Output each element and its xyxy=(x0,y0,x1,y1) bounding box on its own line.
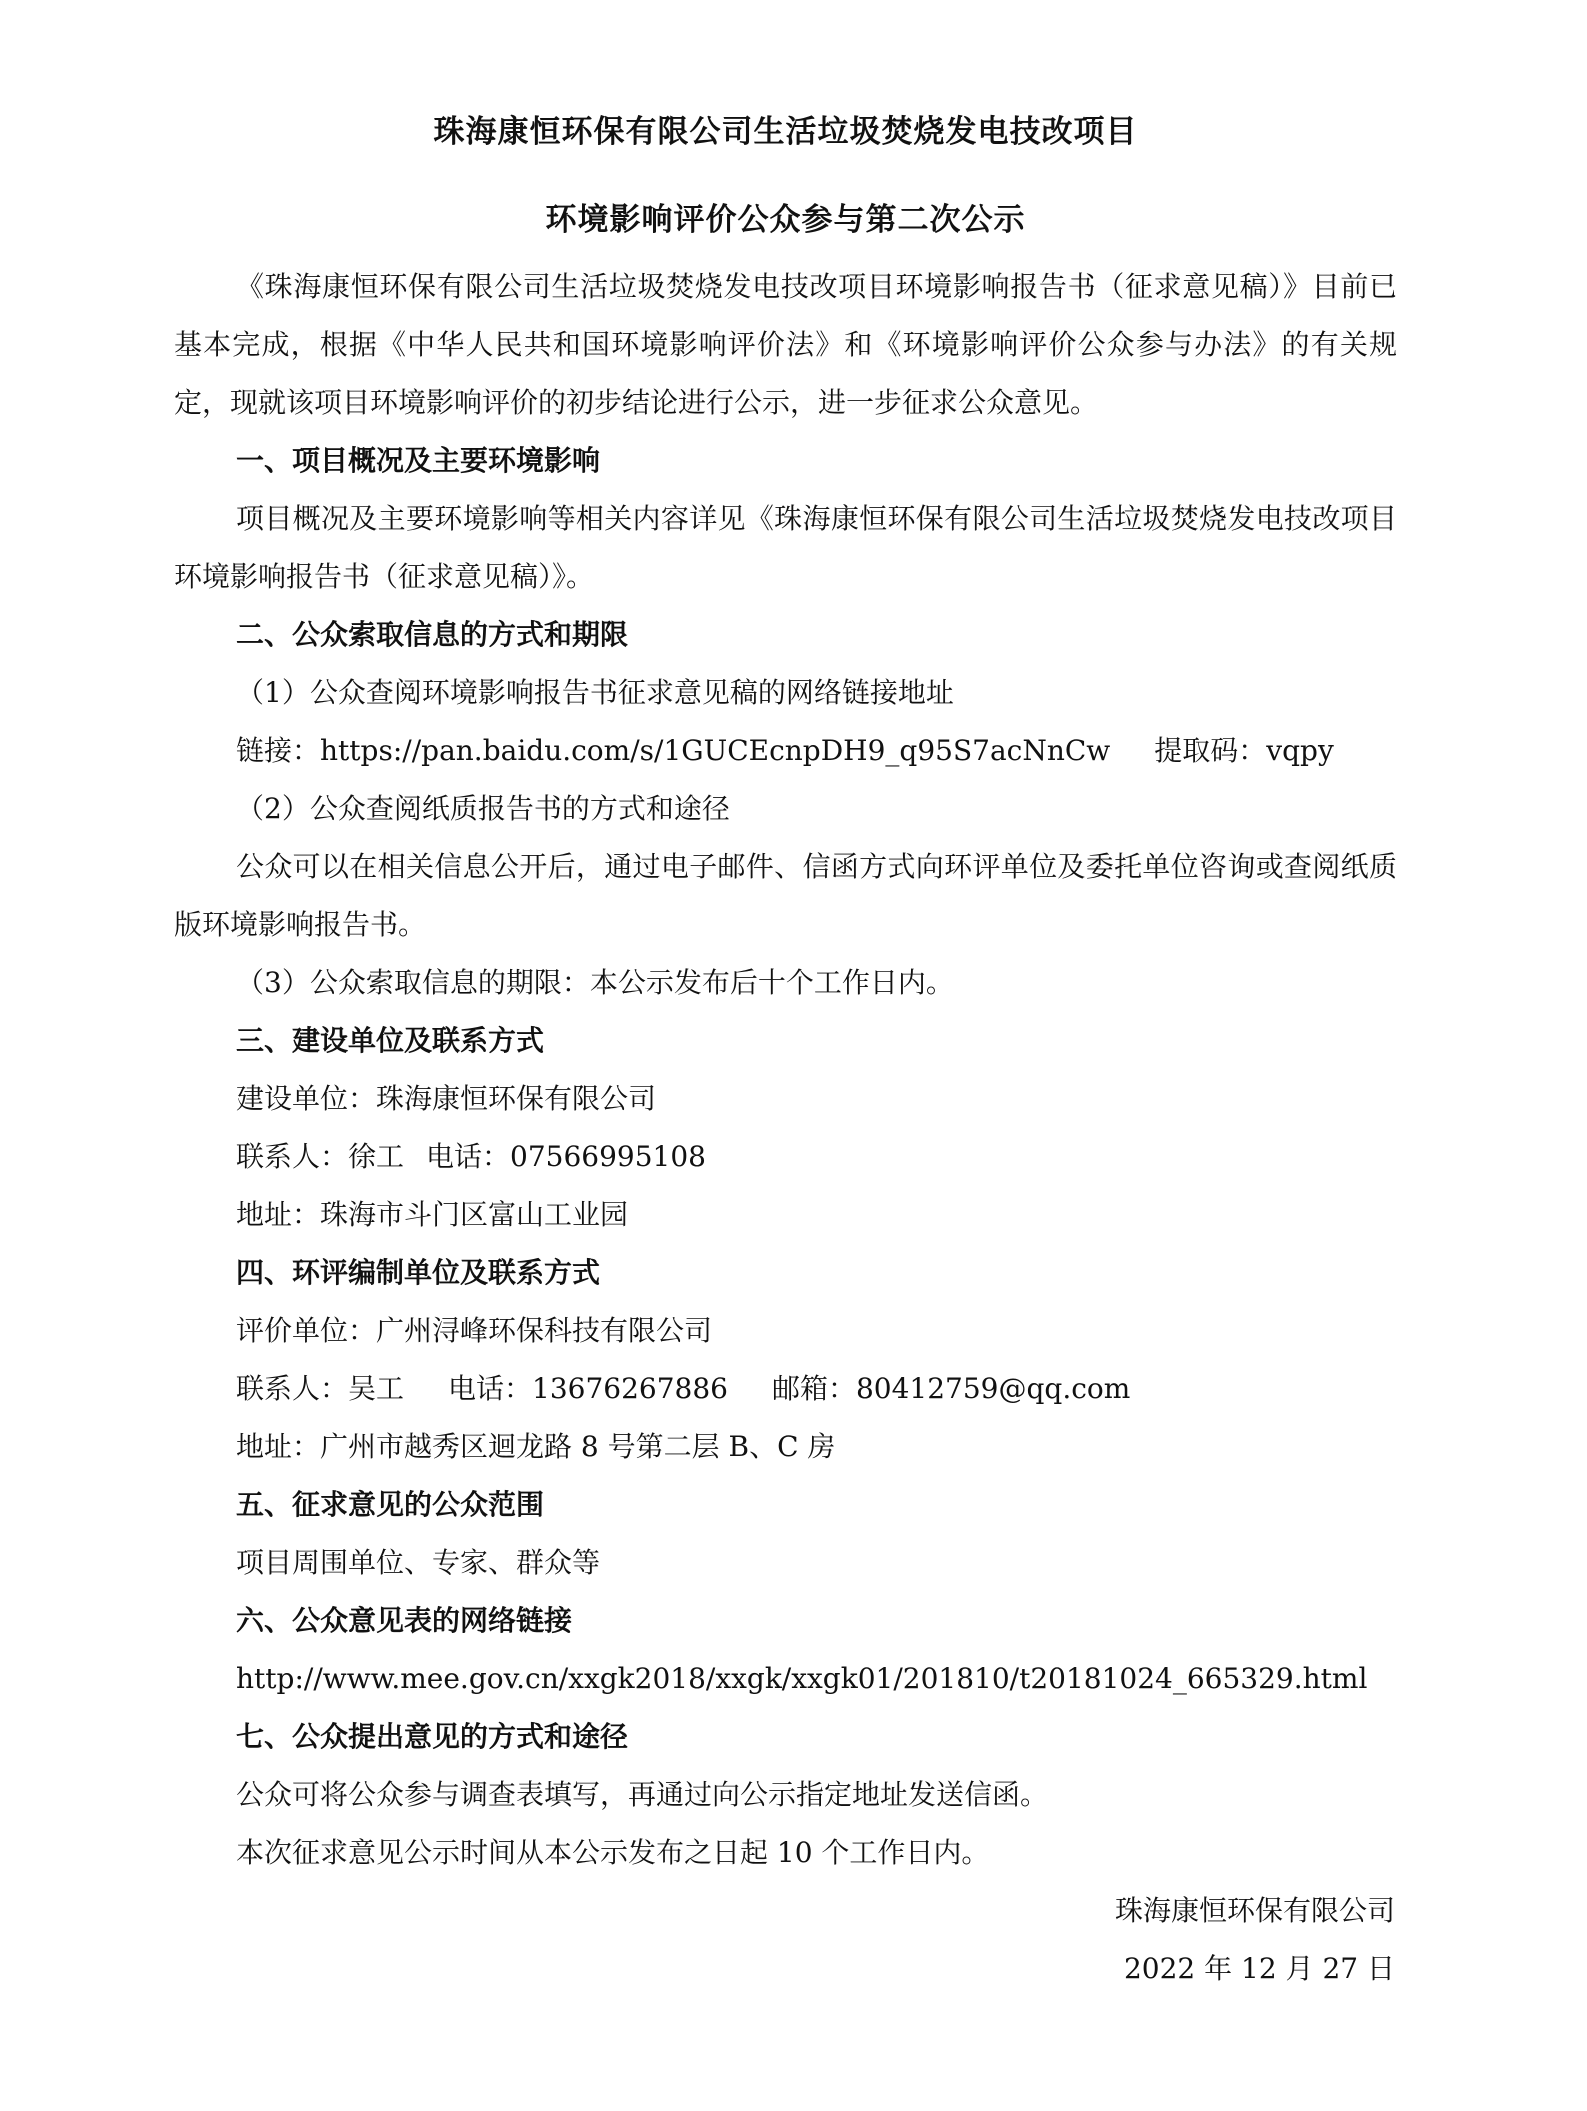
section5-body: 项目周围单位、专家、群众等 xyxy=(236,1546,601,1579)
signature-company: 珠海康恒环保有限公司 xyxy=(1114,1894,1395,1927)
signature-date: 2022 年 12 月 27 日 xyxy=(1123,1952,1395,1985)
section7-body2: 本次征求意见公示时间从本公示发布之日起 10 个工作日内。 xyxy=(236,1836,990,1869)
section7-body1: 公众可将公众参与调查表填写，再通过向公示指定地址发送信函。 xyxy=(236,1778,1049,1811)
section3-unit: 建设单位：珠海康恒环保有限公司 xyxy=(236,1082,657,1115)
section3-phone: 电话：07566995108 xyxy=(426,1140,706,1173)
section1-body: 项目概况及主要环境影响等相关内容详见《珠海康恒环保有限公司生活垃圾焚烧发电技改项目环境影响报告书（征求意见稿）》。 xyxy=(174,502,1397,593)
section2-item2-body: 公众可以在相关信息公开后，通过电子邮件、信函方式向环评单位及委托单位咨询或查阅纸质版环境影响报告书。 xyxy=(174,850,1397,941)
intro-paragraph: 《珠海康恒环保有限公司生活垃圾焚烧发电技改项目环境影响报告书（征求意见稿）》目前已基本完成，根据《中华人民共和国环境影响评价法》和《环境影响评价公众参与办法》的有关规定，现就该项目环境影响评价的初步结论进行公示，进一步征求公众意见。 xyxy=(174,270,1397,419)
section2-heading: 二、公众索取信息的方式和期限 xyxy=(236,618,629,651)
section3-address: 地址：珠海市斗门区富山工业园 xyxy=(236,1198,629,1231)
section2-item2: （2）公众查阅纸质报告书的方式和途径 xyxy=(236,792,730,825)
section2-link-line xyxy=(174,722,1397,780)
report-download-link[interactable]: https://pan.baidu.com/s/1GUCEcnpDH9_q95S7acNnCw xyxy=(320,734,1111,767)
section3-heading: 三、建设单位及联系方式 xyxy=(236,1024,545,1057)
section4-heading: 四、环评编制单位及联系方式 xyxy=(236,1256,601,1289)
opinion-form-link[interactable]: http://www.mee.gov.cn/xxgk2018/xxgk/xxgk01/201810/t20181024_665329.html xyxy=(236,1662,1368,1695)
section3-contact-line xyxy=(174,1128,1397,1186)
section4-phone: 电话：13676267886 xyxy=(448,1372,728,1405)
code-value: vqpy xyxy=(1266,734,1334,767)
section5-heading: 五、征求意见的公众范围 xyxy=(236,1488,545,1521)
section2-item1: （1）公众查阅环境影响报告书征求意见稿的网络链接地址 xyxy=(236,676,954,709)
section2-item3: （3）公众索取信息的期限：本公示发布后十个工作日内。 xyxy=(236,966,954,999)
section4-email: 邮箱：80412759@qq.com xyxy=(771,1372,1131,1405)
section6-heading: 六、公众意见表的网络链接 xyxy=(236,1604,573,1637)
document-title-line2: 环境影响评价公众参与第二次公示 xyxy=(545,202,1026,238)
section4-contact-line xyxy=(174,1360,1397,1418)
code-label: 提取码： xyxy=(1154,734,1267,767)
section3-contact: 联系人：徐工 xyxy=(236,1140,405,1173)
section4-contact: 联系人：吴工 xyxy=(236,1372,405,1405)
link-label: 链接： xyxy=(236,734,321,767)
document-title-line1: 珠海康恒环保有限公司生活垃圾焚烧发电技改项目 xyxy=(433,114,1138,150)
section4-unit: 评价单位：广州浔峰环保科技有限公司 xyxy=(236,1314,713,1347)
section4-address: 地址：广州市越秀区迴龙路 8 号第二层 B、C 房 xyxy=(236,1430,836,1463)
section7-heading: 七、公众提出意见的方式和途径 xyxy=(236,1720,629,1753)
section1-heading: 一、项目概况及主要环境影响 xyxy=(236,444,601,477)
